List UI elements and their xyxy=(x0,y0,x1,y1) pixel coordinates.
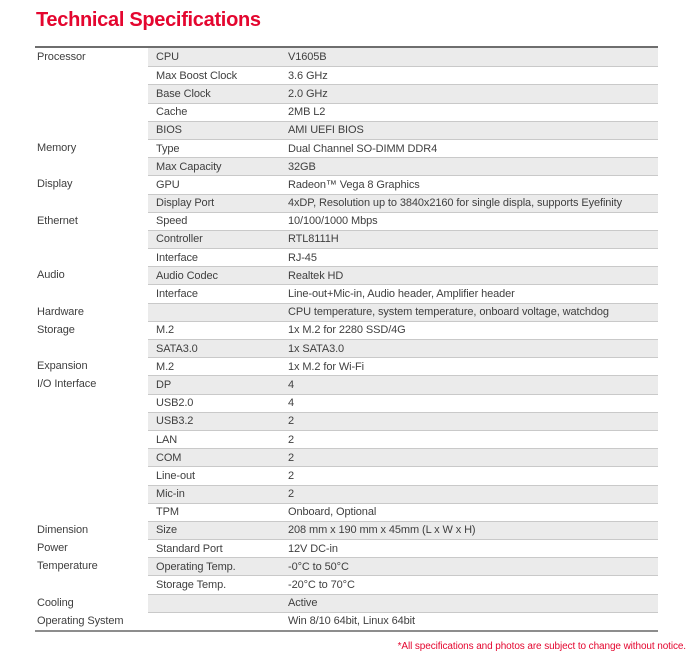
spec-category xyxy=(35,230,148,248)
spec-category: Power xyxy=(35,539,148,557)
spec-value: Line-out+Mic-in, Audio header, Amplifier header xyxy=(288,288,515,301)
spec-label: Line-out xyxy=(156,469,195,482)
spec-row xyxy=(35,412,658,430)
spec-cells xyxy=(148,394,658,412)
spec-label: Operating Temp. xyxy=(156,560,236,573)
spec-cells xyxy=(148,612,658,630)
spec-row xyxy=(35,375,658,393)
spec-label: Display Port xyxy=(156,197,215,210)
spec-label: CPU xyxy=(156,51,179,64)
spec-category: Expansion xyxy=(35,357,148,375)
spec-cells xyxy=(148,66,658,84)
spec-label: COM xyxy=(156,451,182,464)
spec-label: Cache xyxy=(156,106,188,119)
spec-value: Dual Channel SO-DIMM DDR4 xyxy=(288,142,438,155)
spec-row xyxy=(35,339,658,357)
spec-value: 2 xyxy=(288,433,295,446)
spec-row xyxy=(35,139,658,157)
spec-category: Audio xyxy=(35,266,148,284)
spec-row xyxy=(35,266,658,284)
spec-cells xyxy=(148,521,658,539)
spec-label: Type xyxy=(156,142,180,155)
spec-table xyxy=(35,46,658,632)
spec-row xyxy=(35,103,658,121)
spec-row xyxy=(35,448,658,466)
spec-value: 12V DC-in xyxy=(288,542,338,555)
spec-row xyxy=(35,212,658,230)
spec-value: 4 xyxy=(288,397,295,410)
spec-row xyxy=(35,194,658,212)
spec-category xyxy=(35,248,148,266)
spec-label: Storage Temp. xyxy=(156,579,227,592)
spec-value: 32GB xyxy=(288,160,316,173)
spec-category xyxy=(35,194,148,212)
spec-category xyxy=(35,412,148,430)
spec-label: Base Clock xyxy=(156,87,211,100)
spec-value: Realtek HD xyxy=(288,269,344,282)
spec-label: DP xyxy=(156,378,172,391)
spec-row xyxy=(35,248,658,266)
spec-value: -0°C to 50°C xyxy=(288,560,349,573)
spec-label: Size xyxy=(156,524,177,537)
spec-row xyxy=(35,84,658,102)
spec-row xyxy=(35,612,658,630)
spec-cells xyxy=(148,212,658,230)
spec-value: 3.6 GHz xyxy=(288,69,328,82)
spec-category xyxy=(35,448,148,466)
spec-row xyxy=(35,594,658,612)
spec-category: Memory xyxy=(35,139,148,157)
spec-row xyxy=(35,466,658,484)
spec-value: 2 xyxy=(288,415,295,428)
spec-row xyxy=(35,575,658,593)
spec-category xyxy=(35,121,148,139)
spec-row xyxy=(35,175,658,193)
spec-category xyxy=(35,575,148,593)
spec-label: Max Capacity xyxy=(156,160,222,173)
spec-row xyxy=(35,303,658,321)
spec-cells xyxy=(148,175,658,193)
spec-cells xyxy=(148,485,658,503)
spec-label: Interface xyxy=(156,251,198,264)
spec-row xyxy=(35,557,658,575)
spec-category: Operating System xyxy=(35,612,148,630)
spec-value: RJ-45 xyxy=(288,251,317,264)
spec-value: AMI UEFI BIOS xyxy=(288,124,364,137)
spec-label: LAN xyxy=(156,433,178,446)
spec-row xyxy=(35,230,658,248)
spec-value: 2 xyxy=(288,451,295,464)
spec-cells xyxy=(148,539,658,557)
spec-cells xyxy=(148,321,658,339)
spec-value: V1605B xyxy=(288,51,327,64)
page-title: Technical Specifications xyxy=(36,9,261,31)
spec-value: Win 8/10 64bit, Linux 64bit xyxy=(288,615,415,628)
spec-category xyxy=(35,284,148,302)
spec-category xyxy=(35,84,148,102)
spec-category xyxy=(35,485,148,503)
spec-cells xyxy=(148,103,658,121)
spec-row xyxy=(35,521,658,539)
footnote: *All specifications and photos are subject to change without notice. xyxy=(397,641,686,652)
spec-cells xyxy=(148,339,658,357)
spec-value: 4 xyxy=(288,378,295,391)
spec-cells xyxy=(148,557,658,575)
spec-category xyxy=(35,430,148,448)
spec-row xyxy=(35,284,658,302)
spec-label: Controller xyxy=(156,233,203,246)
spec-cells xyxy=(148,503,658,521)
spec-row xyxy=(35,357,658,375)
spec-value: 10/100/1000 Mbps xyxy=(288,215,378,228)
spec-label: BIOS xyxy=(156,124,182,137)
spec-cells xyxy=(148,448,658,466)
spec-label: Audio Codec xyxy=(156,269,218,282)
spec-cells xyxy=(148,284,658,302)
spec-row xyxy=(35,394,658,412)
spec-cells xyxy=(148,303,658,321)
spec-label: M.2 xyxy=(156,360,175,373)
spec-category xyxy=(35,66,148,84)
spec-label: Mic-in xyxy=(156,488,185,501)
spec-label: SATA3.0 xyxy=(156,342,198,355)
spec-cells xyxy=(148,375,658,393)
spec-value: 2 xyxy=(288,488,295,501)
spec-value: 2.0 GHz xyxy=(288,87,328,100)
spec-category: I/O Interface xyxy=(35,375,148,393)
spec-category xyxy=(35,394,148,412)
spec-cells xyxy=(148,357,658,375)
spec-label: Speed xyxy=(156,215,188,228)
spec-category: Temperature xyxy=(35,557,148,575)
spec-row xyxy=(35,539,658,557)
spec-label: USB2.0 xyxy=(156,397,194,410)
spec-value: Onboard, Optional xyxy=(288,506,377,519)
spec-category xyxy=(35,466,148,484)
spec-value: 4xDP, Resolution up to 3840x2160 for single displa, supports Eyefinity xyxy=(288,197,623,210)
spec-category xyxy=(35,157,148,175)
spec-category xyxy=(35,503,148,521)
spec-cells xyxy=(148,121,658,139)
spec-cells xyxy=(148,594,658,612)
spec-value: 208 mm x 190 mm x 45mm (L x W x H) xyxy=(288,524,476,537)
spec-value: -20°C to 70°C xyxy=(288,579,355,592)
spec-row xyxy=(35,48,658,66)
spec-row xyxy=(35,503,658,521)
spec-cells xyxy=(148,84,658,102)
spec-cells xyxy=(148,412,658,430)
spec-value: 2MB L2 xyxy=(288,106,326,119)
spec-category: Display xyxy=(35,175,148,193)
spec-cells xyxy=(148,466,658,484)
spec-category: Hardware xyxy=(35,303,148,321)
spec-cells xyxy=(148,575,658,593)
spec-category xyxy=(35,103,148,121)
spec-category: Storage xyxy=(35,321,148,339)
spec-value: 1x M.2 for Wi-Fi xyxy=(288,360,365,373)
spec-label: Standard Port xyxy=(156,542,223,555)
spec-cells xyxy=(148,48,658,66)
spec-category: Dimension xyxy=(35,521,148,539)
spec-value: 1x M.2 for 2280 SSD/4G xyxy=(288,324,406,337)
spec-cells xyxy=(148,430,658,448)
spec-category: Cooling xyxy=(35,594,148,612)
spec-cells xyxy=(148,266,658,284)
spec-label: Interface xyxy=(156,288,198,301)
spec-row xyxy=(35,157,658,175)
spec-cells xyxy=(148,139,658,157)
spec-value: Radeon™ Vega 8 Graphics xyxy=(288,178,420,191)
spec-row xyxy=(35,321,658,339)
spec-row xyxy=(35,66,658,84)
spec-cells xyxy=(148,194,658,212)
spec-value: CPU temperature, system temperature, onboard voltage, watchdog xyxy=(288,306,609,319)
spec-row xyxy=(35,430,658,448)
spec-cells xyxy=(148,157,658,175)
spec-label: Max Boost Clock xyxy=(156,69,238,82)
spec-value: 2 xyxy=(288,469,295,482)
spec-label: USB3.2 xyxy=(156,415,194,428)
spec-value: RTL8111H xyxy=(288,233,339,246)
spec-row xyxy=(35,121,658,139)
spec-label: GPU xyxy=(156,178,180,191)
spec-category: Ethernet xyxy=(35,212,148,230)
spec-category xyxy=(35,339,148,357)
spec-cells xyxy=(148,248,658,266)
spec-value: 1x SATA3.0 xyxy=(288,342,345,355)
spec-category: Processor xyxy=(35,48,148,66)
spec-row xyxy=(35,485,658,503)
spec-cells xyxy=(148,230,658,248)
spec-value: Active xyxy=(288,597,318,610)
spec-label: M.2 xyxy=(156,324,175,337)
spec-label: TPM xyxy=(156,506,179,519)
